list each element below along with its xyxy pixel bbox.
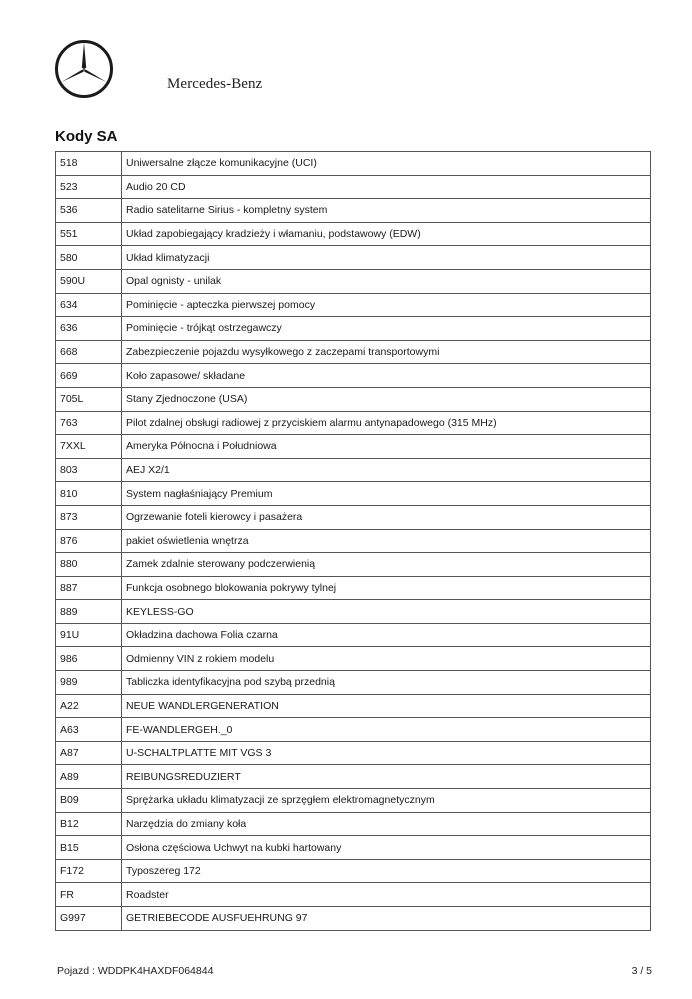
- sa-code: G997: [56, 907, 122, 931]
- sa-description: REIBUNGSREDUZIERT: [122, 765, 651, 789]
- table-row: [56, 694, 651, 718]
- table-row: [56, 387, 651, 411]
- sa-description: Pominięcie - trójkąt ostrzegawczy: [122, 317, 651, 341]
- sa-description: Stany Zjednoczone (USA): [122, 387, 651, 411]
- sa-description: AEJ X2/1: [122, 458, 651, 482]
- table-row: [56, 623, 651, 647]
- sa-description: Narzędzia do zmiany koła: [122, 812, 651, 836]
- table-row: [56, 718, 651, 742]
- table-row: [56, 553, 651, 577]
- table-row: [56, 458, 651, 482]
- sa-code: 536: [56, 199, 122, 223]
- sa-description: Okładzina dachowa Folia czarna: [122, 623, 651, 647]
- table-row: [56, 482, 651, 506]
- sa-code: 580: [56, 246, 122, 270]
- table-row: [56, 907, 651, 931]
- table-row: [56, 199, 651, 223]
- table-row: [56, 529, 651, 553]
- sa-code: 986: [56, 647, 122, 671]
- sa-code: 523: [56, 175, 122, 199]
- sa-description: NEUE WANDLERGENERATION: [122, 694, 651, 718]
- sa-description: Koło zapasowe/ składane: [122, 364, 651, 388]
- sa-description: Ameryka Północna i Południowa: [122, 435, 651, 459]
- codes-table: [55, 151, 651, 931]
- footer-vehicle-id: Pojazd : WDDPK4HAXDF064844: [57, 965, 214, 977]
- sa-code: A87: [56, 741, 122, 765]
- sa-code: 7XXL: [56, 435, 122, 459]
- sa-description: Odmienny VIN z rokiem modelu: [122, 647, 651, 671]
- sa-code: 590U: [56, 269, 122, 293]
- sa-description: Uniwersalne złącze komunikacyjne (UCI): [122, 152, 651, 176]
- sa-code: A22: [56, 694, 122, 718]
- table-row: [56, 812, 651, 836]
- table-row: [56, 505, 651, 529]
- sa-code: 705L: [56, 387, 122, 411]
- table-row: [56, 789, 651, 813]
- sa-description: Opal ognisty - unilak: [122, 269, 651, 293]
- sa-description: U-SCHALTPLATTE MIT VGS 3: [122, 741, 651, 765]
- sa-description: Pominięcie - apteczka pierwszej pomocy: [122, 293, 651, 317]
- sa-code: 91U: [56, 623, 122, 647]
- sa-code: 518: [56, 152, 122, 176]
- table-row: [56, 859, 651, 883]
- sa-code: 876: [56, 529, 122, 553]
- footer-page-number: 3 / 5: [631, 965, 652, 977]
- sa-code: 887: [56, 576, 122, 600]
- sa-description: System nagłaśniający Premium: [122, 482, 651, 506]
- sa-code: F172: [56, 859, 122, 883]
- sa-description: Radio satelitarne Sirius - kompletny system: [122, 199, 651, 223]
- sa-code: 669: [56, 364, 122, 388]
- sa-code: 889: [56, 600, 122, 624]
- sa-description: Pilot zdalnej obsługi radiowej z przyciskiem alarmu antynapadowego (315 MHz): [122, 411, 651, 435]
- table-row: [56, 647, 651, 671]
- table-row: [56, 293, 651, 317]
- sa-code: 668: [56, 340, 122, 364]
- table-row: [56, 671, 651, 695]
- three-pointed-star-icon: [54, 39, 114, 99]
- sa-code: B15: [56, 836, 122, 860]
- sa-code: 636: [56, 317, 122, 341]
- sa-code: 873: [56, 505, 122, 529]
- table-row: [56, 600, 651, 624]
- table-row: [56, 152, 651, 176]
- table-row: [56, 364, 651, 388]
- sa-code: 551: [56, 222, 122, 246]
- sa-code: 989: [56, 671, 122, 695]
- sa-description: GETRIEBECODE AUSFUEHRUNG 97: [122, 907, 651, 931]
- sa-code: A89: [56, 765, 122, 789]
- table-row: [56, 222, 651, 246]
- codes-table-body: [56, 152, 651, 931]
- sa-description: Tabliczka identyfikacyjna pod szybą przednią: [122, 671, 651, 695]
- sa-description: Funkcja osobnego blokowania pokrywy tylnej: [122, 576, 651, 600]
- sa-description: Roadster: [122, 883, 651, 907]
- sa-description: pakiet oświetlenia wnętrza: [122, 529, 651, 553]
- sa-description: Układ klimatyzacji: [122, 246, 651, 270]
- sa-description: Układ zapobiegający kradzieży i włamaniu, podstawowy (EDW): [122, 222, 651, 246]
- table-row: [56, 435, 651, 459]
- sa-code: A63: [56, 718, 122, 742]
- table-row: [56, 340, 651, 364]
- sa-description: Audio 20 CD: [122, 175, 651, 199]
- sa-description: Osłona częściowa Uchwyt na kubki hartowany: [122, 836, 651, 860]
- brand-name: Mercedes-Benz: [167, 76, 263, 92]
- table-row: [56, 741, 651, 765]
- table-row: [56, 576, 651, 600]
- table-row: [56, 836, 651, 860]
- table-row: [56, 411, 651, 435]
- sa-description: Zabezpieczenie pojazdu wysyłkowego z zaczepami transportowymi: [122, 340, 651, 364]
- table-row: [56, 317, 651, 341]
- sa-code: 634: [56, 293, 122, 317]
- sa-description: KEYLESS-GO: [122, 600, 651, 624]
- sa-description: FE-WANDLERGEH._0: [122, 718, 651, 742]
- sa-code: B09: [56, 789, 122, 813]
- table-row: [56, 883, 651, 907]
- sa-code: 810: [56, 482, 122, 506]
- sa-code: 803: [56, 458, 122, 482]
- sa-code: 880: [56, 553, 122, 577]
- section-title: Kody SA: [55, 128, 118, 145]
- sa-code: FR: [56, 883, 122, 907]
- sa-description: Typoszereg 172: [122, 859, 651, 883]
- table-row: [56, 175, 651, 199]
- table-row: [56, 269, 651, 293]
- sa-description: Sprężarka układu klimatyzacji ze sprzęgłem elektromagnetycznym: [122, 789, 651, 813]
- sa-code: B12: [56, 812, 122, 836]
- table-row: [56, 765, 651, 789]
- table-row: [56, 246, 651, 270]
- sa-description: Zamek zdalnie sterowany podczerwienią: [122, 553, 651, 577]
- sa-code: 763: [56, 411, 122, 435]
- sa-description: Ogrzewanie foteli kierowcy i pasażera: [122, 505, 651, 529]
